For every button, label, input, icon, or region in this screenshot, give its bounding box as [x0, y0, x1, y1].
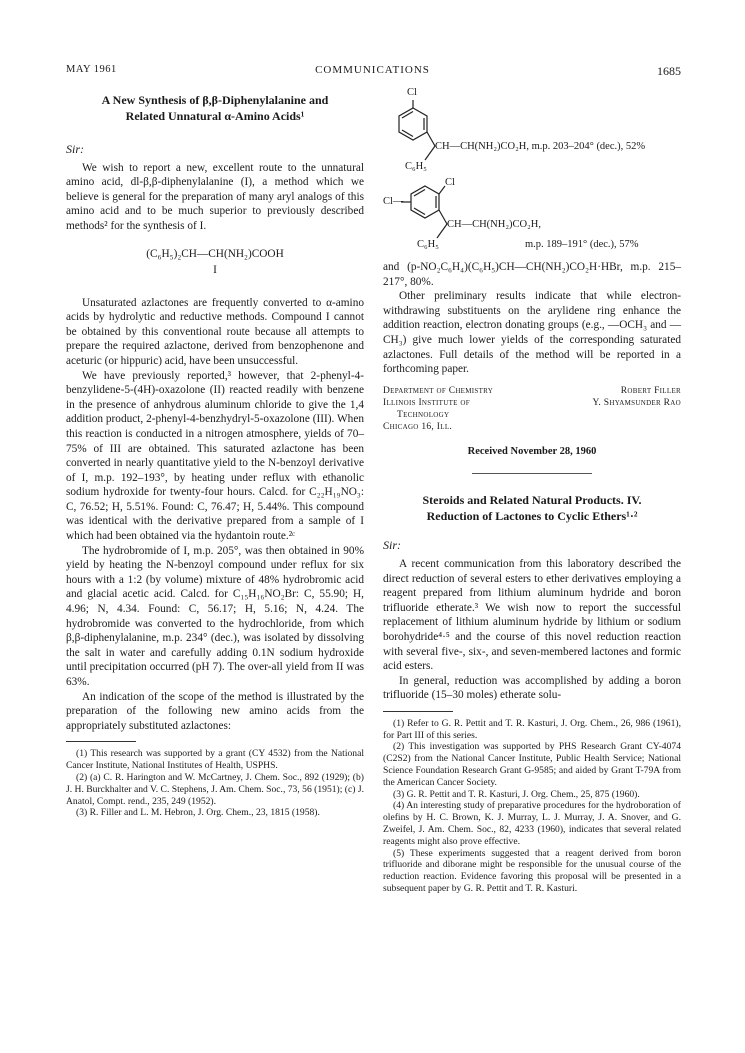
article2-paragraph-1: A recent communication from this laboratory described the direct reduction of several esters to ether derivatives employing a reagent prepared from lithium aluminum hydride and boron trifluoride etherate.³ We wish now to report the successful replacement of lithium aluminum hydride by lithium or sodium borohydride⁴·⁵ and the course of this novel reduction reaction with several five-, six-, and seven-membered lactones and formic acid esters.	[383, 557, 681, 673]
struct2-chain: CH—CH(NH₂)CO₂H,	[447, 219, 541, 230]
footnote2-2: (2) This investigation was supported by PHS Research Grant CY-4074 (C2S2) from the National Cancer Institute, Public Health Service; National Science Foundation Research Grant G-9585; and aided by Grant T-79A from the American Cancer Society.	[383, 741, 681, 788]
footnote2-1: (1) Refer to G. R. Pettit and T. R. Kasturi, J. Org. Chem., 26, 986 (1961), for Part III of this series.	[383, 717, 681, 741]
struct2-phenyl: C₆H₅	[417, 239, 439, 250]
article1-title: A New Synthesis of β,β-Diphenylalanine and Related Unnatural α-Amino Acids¹	[101, 93, 329, 123]
article1-paragraph-4: The hydrobromide of I, m.p. 205°, was then obtained in 90% yield by heating the N-benzoyl compound under reflux for six hours with a 1:2 (by volume) mixture of 48% hydrobromic acid and glacial acetic acid. Calcd. for C₁₅H₁₆NO₂Br: C, 55.90; H, 4.96; N, 4.34. Found: C, 56.17; H, 5.16; N, 4.24. The hydrobromide was converted to the hydrochloride, from which β,β-diphenylalanine, m.p. 234° (dec.), was isolated by dissolving the salt in water and carefully adding 0.1N sodium hydroxide until precipitation occurred (pH 7). The over-all yield from II was 63%.	[66, 544, 364, 688]
article1-paragraph-1: We wish to report a new, excellent route to the unnatural amino acid, dl-β,β-diphenylalanine (I), a method which we believe is general for the preparation of many aryl analogs of this amino acid and to be much superior to previously described methods² for the synthesis of I.	[66, 161, 364, 232]
article1-paragraph-3: We have previously reported,³ however, that 2-phenyl-4-benzylidene-5-(4H)-oxazolone (II) reacted readily with benzene in the presence of anhydrous aluminum chloride to give the 1,4 addition product, 2-phenyl-4-benzhydryl-5-oxazolone (III). When this reaction is conducted in a nitrogen atmosphere, yields of 70–75% of III are obtained. This saturated azlactone has been converted in nearly quantitative yield to the N-benzoyl derivative of I, m.p. 192–193°, by heating under reflux with ethanolic sodium hydroxide for twenty-four hours. Calcd. for C₂₂H₁₉NO₃: C, 76.52; H, 5.51%. Found: C, 76.47; H, 5.44%. This compound was identical with the derivative prepared from a sample of I which had been obtained via the hydantoin route.²ᶜ	[66, 369, 364, 543]
authors	[592, 385, 681, 433]
article2-salutation: Sir:	[383, 538, 401, 553]
article2-title: Steroids and Related Natural Products. IV. Reduction of Lactones to Cyclic Ethers¹·²	[422, 493, 642, 524]
footnote2-3: (3) G. R. Pettit and T. R. Kasturi, J. Org. Chem., 25, 875 (1960).	[393, 788, 640, 800]
struct1-phenyl: C₆H₅	[405, 161, 427, 172]
article1-paragraph-2: Unsaturated azlactones are frequently converted to α-amino acids by hydrolytic and reductive methods. Compound I cannot be obtained by this conventional route because all attempts to prepare the required azlactone, derived from benzophenone and aceturic (or hippuric) acid, have been unsuccessful.	[66, 296, 364, 367]
footnote-1: (1) This research was supported by a grant (CY 4532) from the National Cancer Institute, National Institutes of Health, USPHS.	[66, 748, 364, 772]
footnote2-4: (4) An interesting study of preparative procedures for the hydroboration of olefins by H. C. Brown, K. J. Murray, L. J. Murray, J. A. Snover, and G. Zweifel, J. Am. Chem. Soc., 82, 4233 (1960), indicates that several related reagents might also prove effective.	[383, 800, 681, 847]
struct1-cl: Cl	[407, 87, 417, 98]
benzene-ring-2	[401, 186, 447, 238]
article1-paragraph-7: Other preliminary results indicate that while electron-withdrawing substituents on the arylidene ring enhance the addition reaction, electron donating groups (e.g., —OCH₃ and —CH₃) give much lower yields of the corresponding saturated azlactones. Full details of the method will be reported in a forthcoming paper.	[383, 290, 681, 376]
running-header-date: MAY 1961	[66, 64, 117, 75]
struct2-cl-top: Cl	[445, 177, 455, 188]
benzene-ring-1	[399, 100, 435, 160]
author-2: Y. Shyamsunder Rao	[592, 397, 681, 408]
structure-diagrams	[383, 87, 681, 260]
left-column	[66, 92, 364, 819]
article1-salutation: Sir:	[66, 142, 84, 156]
struct2-cl-left: Cl—	[383, 196, 404, 207]
article1-paragraph-6: and (p-NO₂C₆H₄)(C₆H₅)CH—CH(NH₂)CO₂H·HBr, m.p. 215–217°, 80%.	[383, 261, 681, 288]
article1-footnotes	[66, 748, 364, 819]
struct2-mp: m.p. 189–191° (dec.), 57%	[525, 239, 639, 250]
article2-footnotes	[383, 718, 681, 895]
article2-paragraph-2: In general, reduction was accomplished by adding a boron trifluoride (15–30 moles) etherate solu-	[383, 674, 681, 702]
footnote-rule-2	[383, 711, 453, 712]
formula-I	[66, 246, 364, 278]
article-divider	[472, 473, 592, 474]
footnote-rule	[66, 741, 136, 742]
formula-label: I	[213, 263, 217, 276]
right-column	[383, 87, 681, 895]
struct1-chain: CH—CH(NH₂)CO₂H, m.p. 203–204° (dec.), 52%	[435, 141, 646, 152]
affiliation-block	[383, 385, 681, 433]
article1-paragraph-5: An indication of the scope of the method is illustrated by the preparation of the following new amino acids from the appropriately substituted azlactones:	[66, 690, 364, 732]
running-header-section: COMMUNICATIONS	[315, 64, 430, 76]
page-number: 1685	[657, 64, 681, 78]
formula-text: (C₆H₅)₂CH—CH(NH₂)COOH	[146, 247, 284, 260]
received-date: Received November 28, 1960	[467, 445, 597, 457]
footnote-3: (3) R. Filler and L. M. Hebron, J. Org. Chem., 23, 1815 (1958).	[76, 807, 320, 819]
footnote-2: (2) (a) C. R. Harington and W. McCartney, J. Chem. Soc., 892 (1929); (b) J. H. Burckhalter and V. C. Stephens, J. Am. Chem. Soc., 73, 56 (1951); (c) J. Anatol, Compt. rend., 235, 249 (1952).	[66, 771, 364, 807]
affiliation: Department of Chemistry Illinois Institute of Technology Chicago 16, Ill.	[383, 385, 494, 432]
benzene-rings-svg	[383, 90, 683, 260]
footnote2-5: (5) These experiments suggested that a reagent derived from boron trifluoride and diborane might be responsible for the unusual course of the reduction reaction. Evidence favoring this proposal will be presented in a subsequent paper by G. R. Pettit and T. R. Kasturi.	[383, 847, 681, 895]
author-1: Robert Filler	[620, 385, 681, 396]
